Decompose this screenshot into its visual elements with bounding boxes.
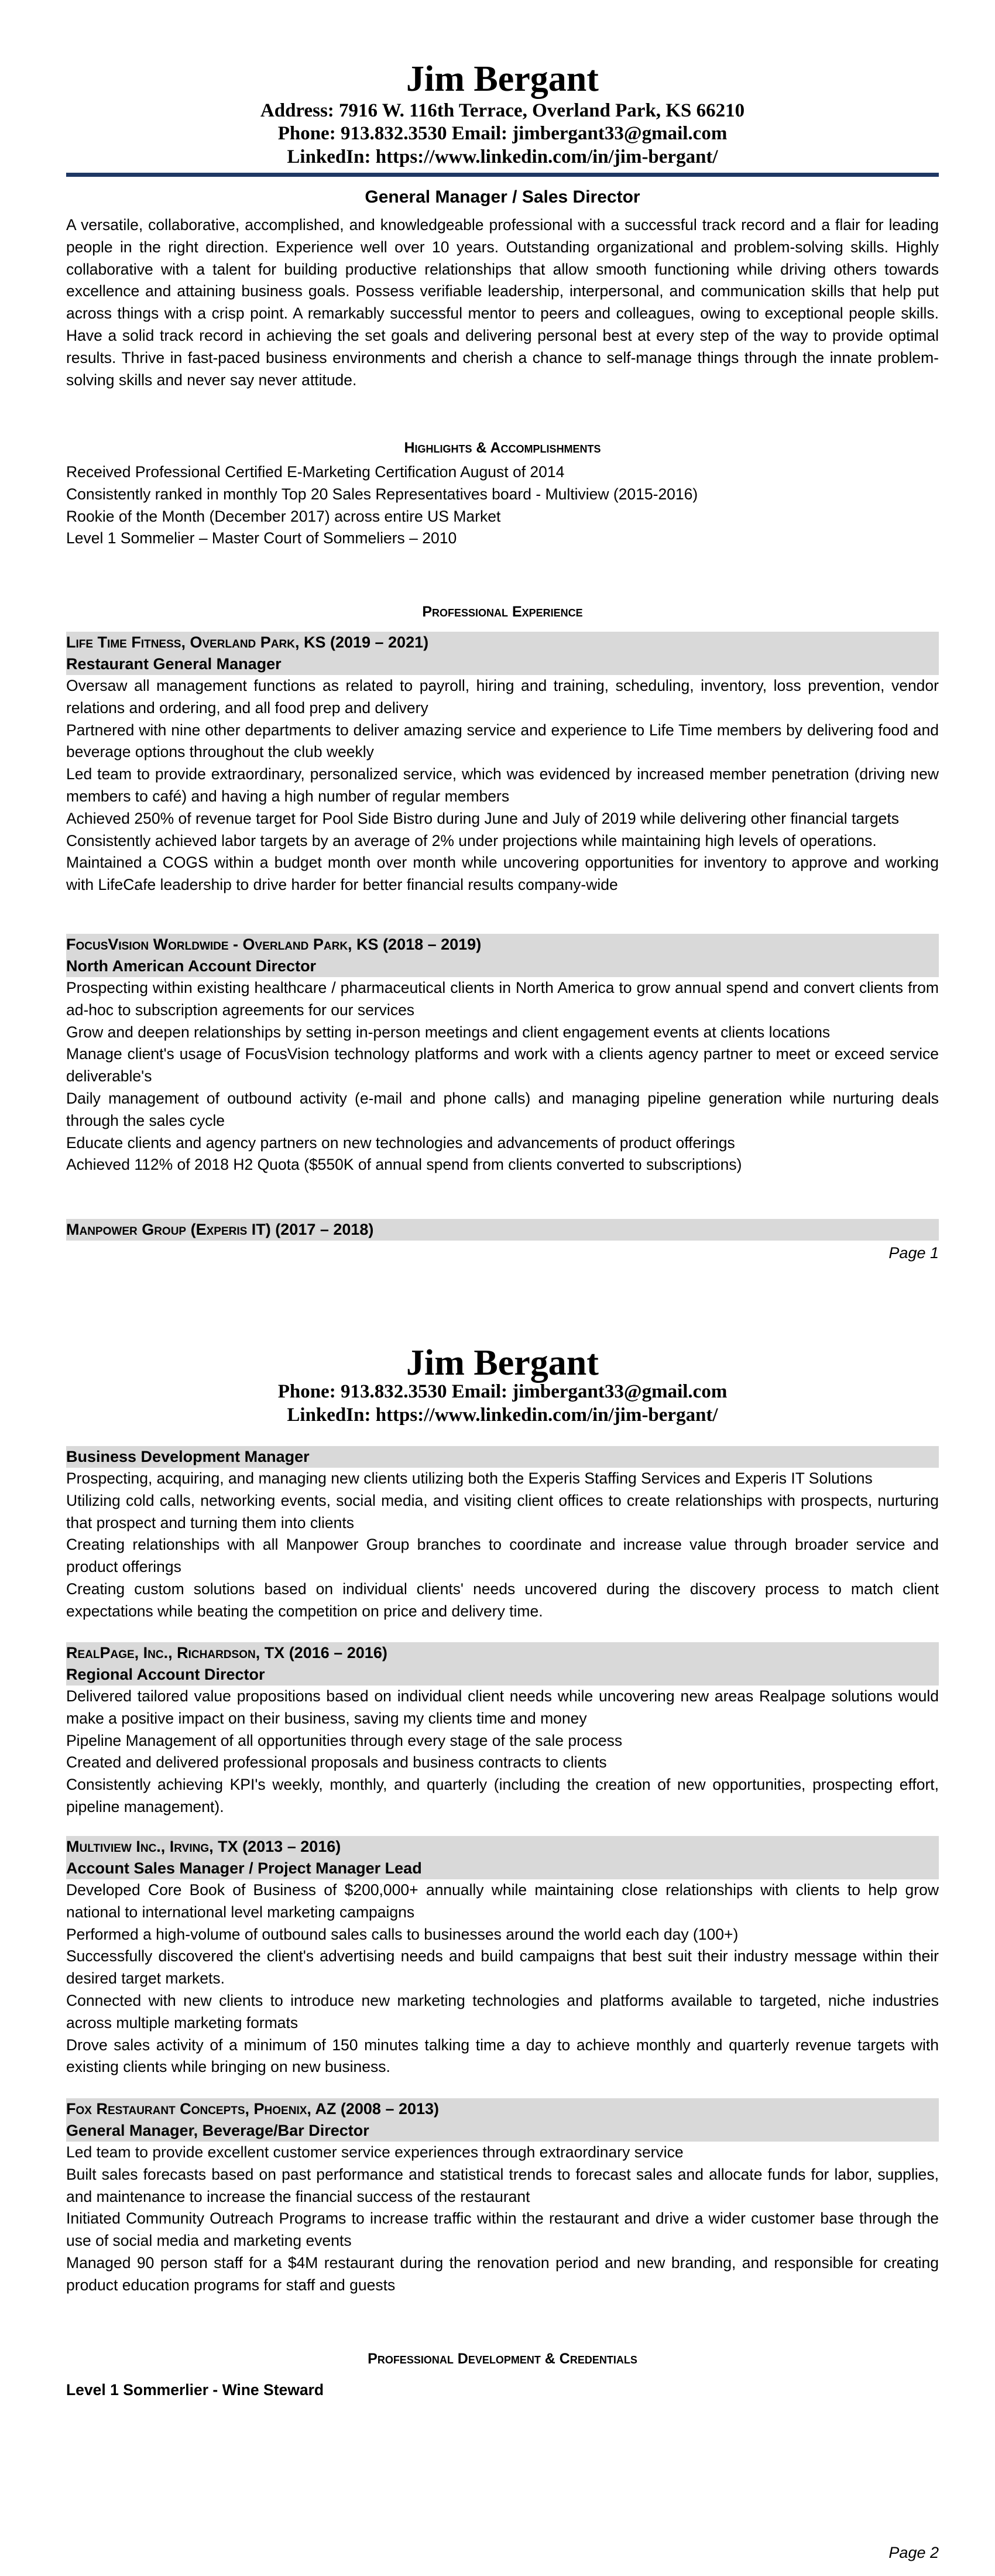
page-number: Page 1: [888, 1244, 939, 1262]
list-item: Consistently achieving KPI's weekly, monthly, and quarterly (including the creation of new opportunities, prospecting effort, pipeline management).: [66, 1776, 939, 1815]
job-role: Account Sales Manager / Project Manager Lead: [66, 1859, 422, 1877]
job-header: [66, 1446, 939, 1468]
list-item: Daily management of outbound activity (e-mail and phone calls) and managing pipeline generation while nurturing deals through the sales cycle: [66, 1089, 939, 1129]
job-role: General Manager, Beverage/Bar Director: [66, 2122, 369, 2139]
list-item: Developed Core Book of Business of $200,000+ annually while maintaining close relationships with clients to help grow national to international level marketing campaigns: [66, 1881, 939, 1921]
job-company: Multiview Inc., Irving, TX (2013 – 2016): [66, 1838, 341, 1855]
job-role: Restaurant General Manager: [66, 655, 282, 673]
list-item: Partnered with nine other departments to deliver amazing service and experience to Life Time members by delivering food and beverage options throughout the club weekly: [66, 721, 939, 761]
list-item: Prospecting within existing healthcare / pharmaceutical clients in North America to grow annual spend and convert clients from ad-hoc to subscription agreements for our services: [66, 979, 939, 1019]
credentials-heading: Professional Development & Credentials: [368, 2351, 637, 2367]
list-item: Led team to provide extraordinary, personalized service, which was evidenced by increased member penetration (driving new members to café) and having a high number of regular members: [66, 765, 939, 805]
job-company: FocusVision Worldwide - Overland Park, KS (2018 – 2019): [66, 936, 482, 953]
list-item: Managed 90 person staff for a $4M restaurant during the renovation period and new branding, and responsible for creating product education programs for staff and guests: [66, 2253, 939, 2294]
job-header: [66, 2098, 939, 2142]
list-item: Rookie of the Month (December 2017) across entire US Market: [66, 507, 501, 525]
list-item: Prospecting, acquiring, and managing new clients utilizing both the Experis Staffing Services and Experis IT Solutions: [66, 1469, 873, 1487]
list-item: Grow and deepen relationships by setting in-person meetings and client engagement events at clients locations: [66, 1023, 831, 1041]
candidate-name: Jim Bergant: [406, 59, 599, 99]
phone-email: Phone: 913.832.3530 Email: jimbergant33@gmail.com: [277, 1381, 728, 1402]
list-item: Pipeline Management of all opportunities through every stage of the sale process: [66, 1731, 623, 1749]
experience-heading: Professional Experience: [422, 604, 583, 620]
address: Address: 7916 W. 116th Terrace, Overland Park, KS 66210: [260, 100, 745, 121]
list-item: Performed a high-volume of outbound sales calls to businesses around the world each day (100+): [66, 1925, 739, 1943]
job-role: Regional Account Director: [66, 1666, 265, 1683]
job-header: [66, 1642, 939, 1686]
job-bullets: [66, 675, 939, 896]
list-item: Educate clients and agency partners on new technologies and advancements of product offerings: [66, 1133, 735, 1152]
list-item: Level 1 Sommelier – Master Court of Sommeliers – 2010: [66, 529, 457, 547]
list-item: Received Professional Certified E-Marketing Certification August of 2014: [66, 463, 565, 481]
job-header: [66, 1836, 939, 1879]
page-number: Page 2: [888, 2544, 939, 2561]
linkedin: LinkedIn: https://www.linkedin.com/in/jim-bergant/: [287, 146, 718, 167]
summary: [66, 214, 939, 391]
credential-item: Level 1 Sommerlier - Wine Steward: [66, 2381, 324, 2399]
list-item: Connected with new clients to introduce new marketing technologies and platforms available to targeted, niche industries across multiple marketing formats: [66, 1991, 939, 2032]
list-item: Created and delivered professional proposals and business contracts to clients: [66, 1753, 607, 1772]
job-company: Life Time Fitness, Overland Park, KS (2019 – 2021): [66, 633, 429, 651]
professional-title: General Manager / Sales Director: [365, 187, 640, 207]
list-item: Built sales forecasts based on past performance and statistical trends to forecast sales and allocate funds for labor, supplies, and maintenance to increase the financial success of the restaurant: [66, 2165, 939, 2205]
list-item: Creating custom solutions based on individual clients' needs uncovered during the discovery process to match client expectations while beating the competition on price and delivery time.: [66, 1580, 939, 1620]
job-bullets: [66, 1879, 939, 2078]
list-item: Drove sales activity of a minimum of 150 minutes talking time a day to achieve monthly and quarterly revenue targets with existing clients while bringing on new business.: [66, 2036, 939, 2076]
list-item: Achieved 112% of 2018 H2 Quota ($550K of annual spend from clients converted to subscriptions): [66, 1156, 742, 1174]
list-item: Manage client's usage of FocusVision technology platforms and work with a clients agency partner to meet or exceed service deliverable's: [66, 1045, 939, 1085]
candidate-name: Jim Bergant: [406, 1343, 599, 1383]
linkedin: LinkedIn: https://www.linkedin.com/in/jim-bergant/: [287, 1405, 718, 1426]
header-divider: [66, 173, 939, 177]
list-item: Delivered tailored value propositions based on individual client needs while uncovering new areas Realpage solutions would make a positive impact on their business, saving my clients time and money: [66, 1687, 939, 1727]
list-item: Led team to provide excellent customer service experiences through extraordinary service: [66, 2143, 684, 2161]
job-company: Fox Restaurant Concepts, Phoenix, AZ (2008 – 2013): [66, 2100, 440, 2118]
job-bullets: [66, 1686, 939, 1818]
list-item: Consistently achieved labor targets by an average of 2% under projections while maintaining high levels of operations.: [66, 831, 877, 849]
summary-text: A versatile, collaborative, accomplished, and knowledgeable professional with a successful track record and a flair for leading people in the right direction. Experience well over 10 years. Outstanding organizational and problem-solving skills. Highly collaborative with a talent for building productive relationships that allow smooth functioning while driving others towards excellence and attaining business goals. Possess verifiable leadership, interpersonal, and communication skills that help put across things with a crisp point. A remarkably successful mentor to peers and colleagues, owing to exceptional people skills. Have a solid track record in achieving the set goals and delivering personal best at every step of the way to provide optimal results. Thrive in fast-paced business environments and cherish a chance to self-manage things through the innate problem-solving skills and never say never attitude.: [66, 216, 939, 389]
list-item: Successfully discovered the client's advertising needs and build campaigns that best suit their industry message within their desired target markets.: [66, 1947, 939, 1988]
job-bullets: [66, 1468, 939, 1623]
list-item: Oversaw all management functions as related to payroll, hiring and training, scheduling, inventory, loss prevention, vendor relations and ordering, and all food prep and delivery: [66, 677, 939, 717]
job-header: [66, 934, 939, 977]
job-company: RealPage, Inc., Richardson, TX (2016 – 2016): [66, 1644, 387, 1662]
job-role: Business Development Manager: [66, 1448, 310, 1465]
job-header: [66, 632, 939, 675]
list-item: Initiated Community Outreach Programs to increase traffic within the restaurant and drive a wider customer base through the use of social media and marketing events: [66, 2210, 939, 2250]
list-item: Achieved 250% of revenue target for Pool Side Bistro during June and July of 2019 while delivering other financial targets: [66, 809, 900, 827]
job-role: North American Account Director: [66, 957, 317, 975]
job-company: Manpower Group (Experis IT) (2017 – 2018): [66, 1221, 374, 1238]
list-item: Utilizing cold calls, networking events, social media, and visiting client offices to create relationships with prospects, nurturing that prospect and turning them into clients: [66, 1491, 939, 1532]
list-item: Creating relationships with all Manpower Group branches to coordinate and increase value through broader service and product offerings: [66, 1536, 939, 1576]
job-bullets: [66, 977, 939, 1176]
list-item: Consistently ranked in monthly Top 20 Sales Representatives board - Multiview (2015-2016): [66, 485, 698, 503]
highlights-list: [66, 461, 939, 550]
list-item: Maintained a COGS within a budget month over month while uncovering opportunities for inventory to approve and working with LifeCafe leadership to drive harder for better financial results company-wide: [66, 854, 939, 894]
highlights-heading: Highlights & Accomplishments: [404, 440, 601, 456]
phone-email: Phone: 913.832.3530 Email: jimbergant33@gmail.com: [277, 123, 728, 144]
job-header: [66, 1219, 939, 1241]
job-bullets: [66, 2142, 939, 2297]
